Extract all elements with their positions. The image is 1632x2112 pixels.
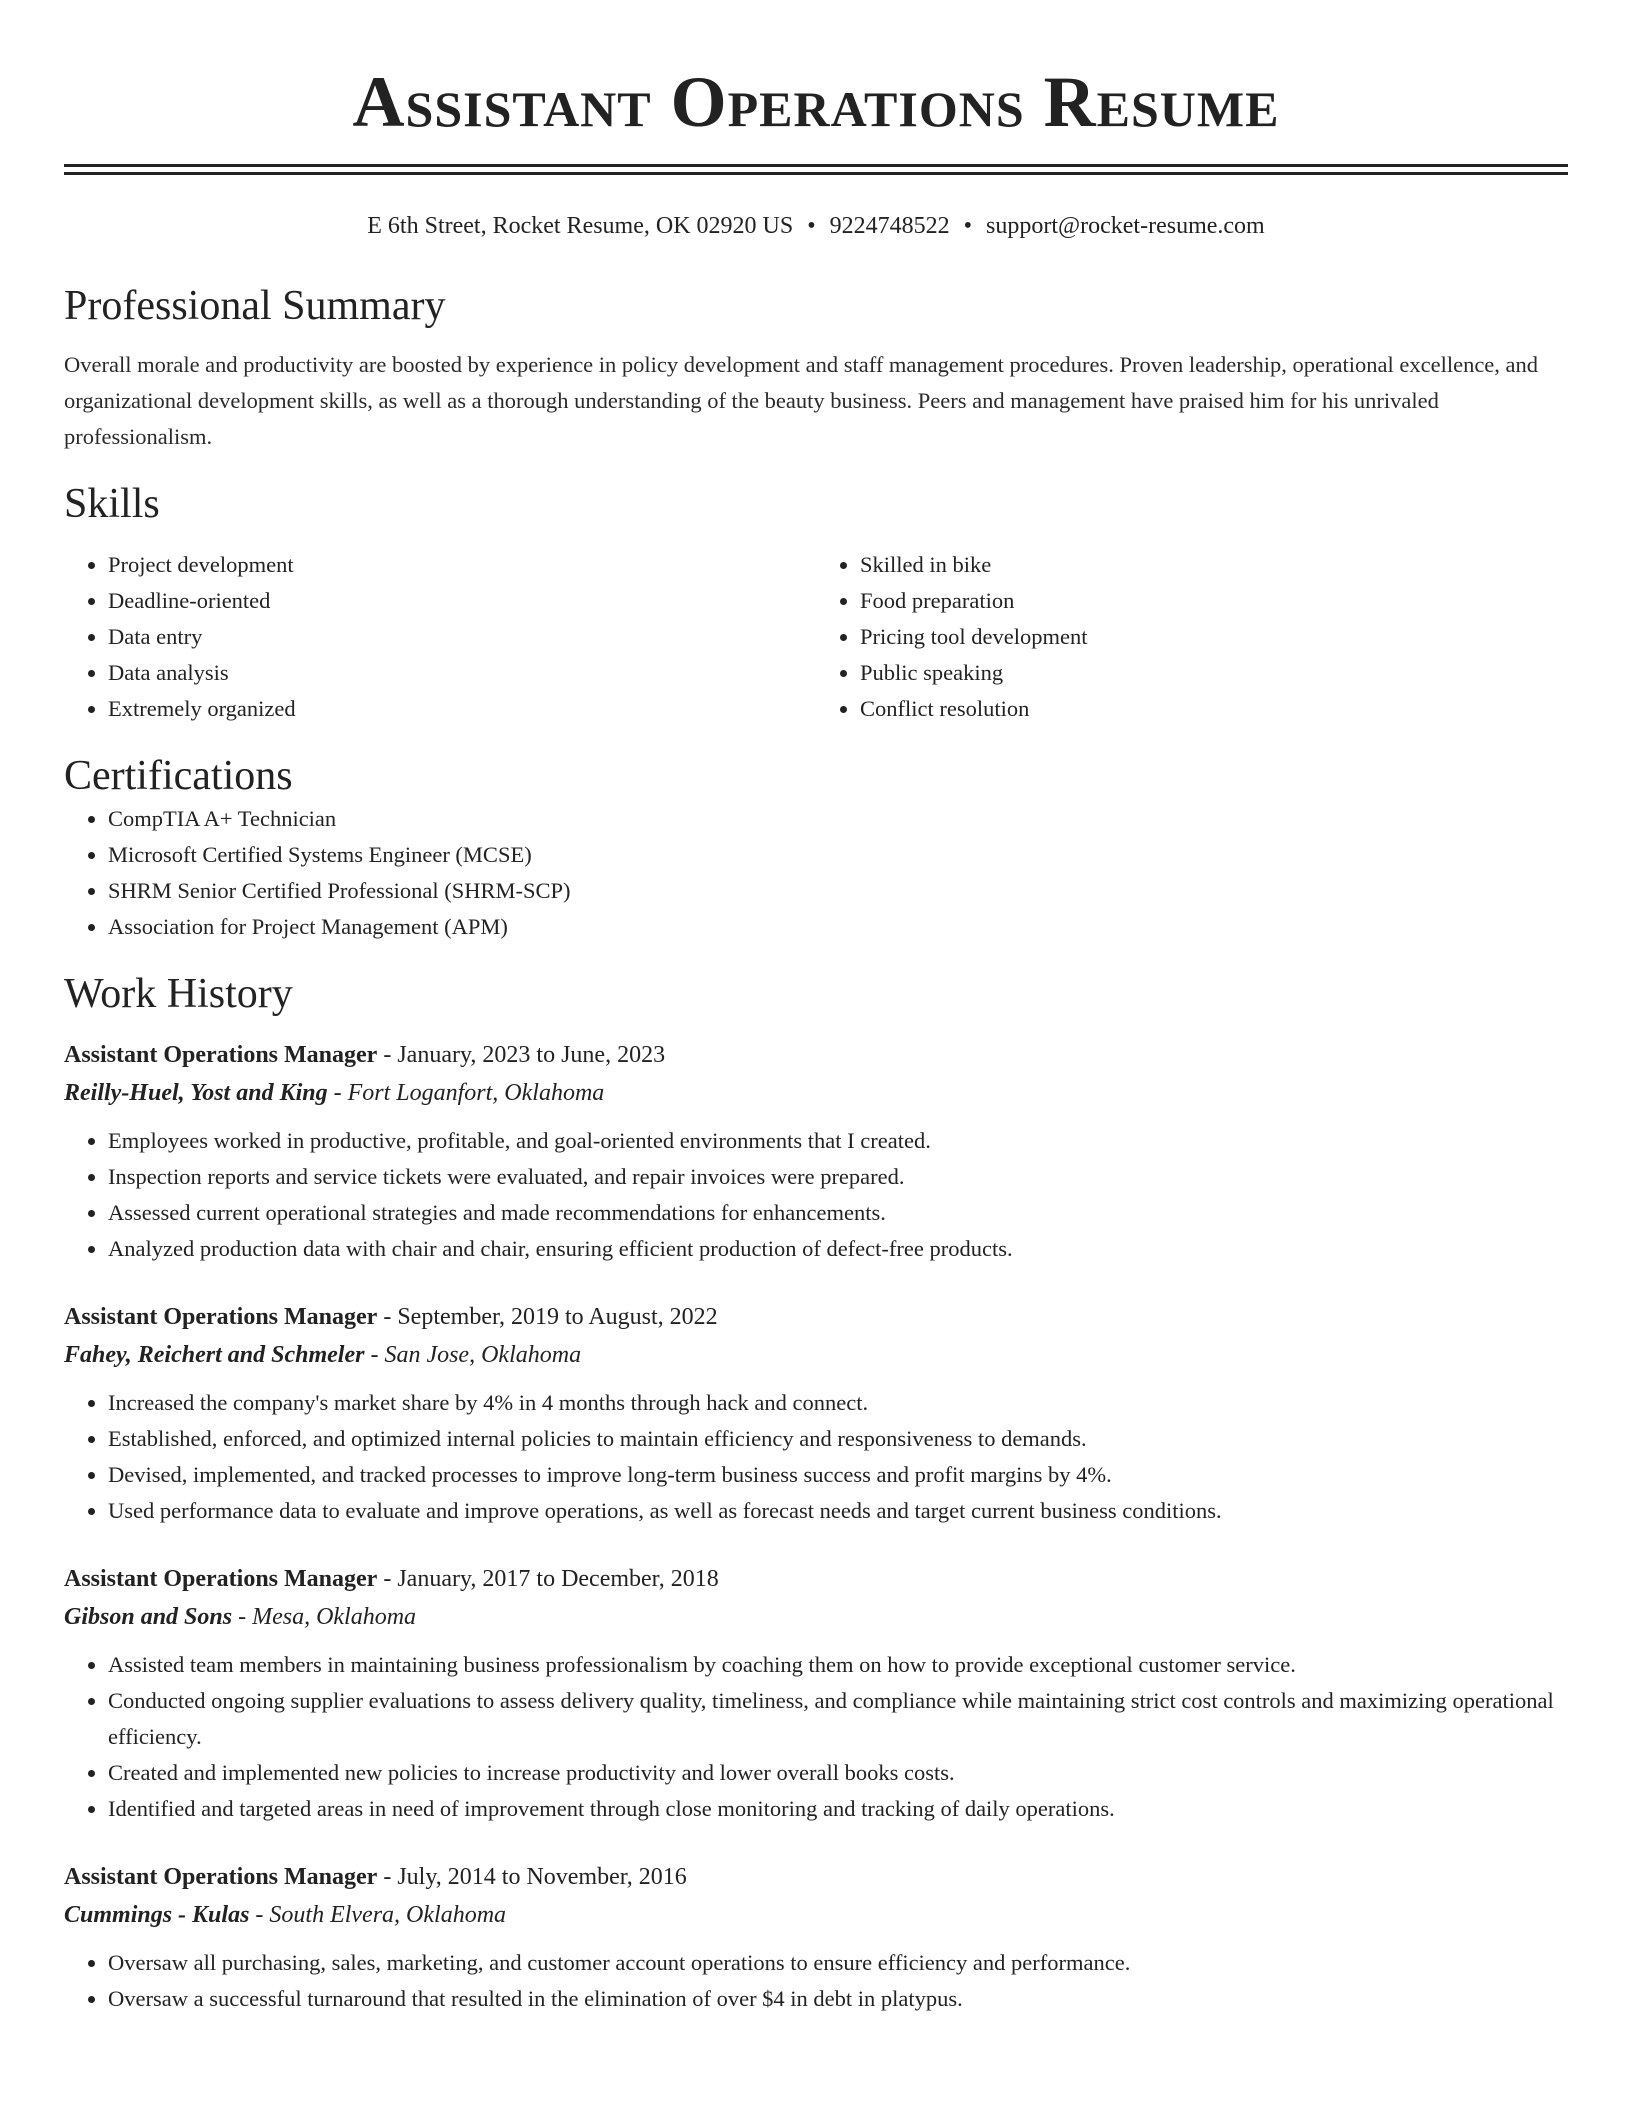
certifications-list (64, 801, 1568, 945)
job-dash: - (377, 1042, 398, 1068)
job-bullet: • Used performance data to evaluate and improve operations, as well as forecast needs and target current business conditions. (108, 1493, 1568, 1529)
job-role: Assistant Operations Manager (64, 1042, 378, 1068)
skills-list-left (64, 547, 816, 727)
job-bullet: • Conducted ongoing supplier evaluations to assess delivery quality, timeliness, and compliance while maintaining strict cost controls and maximizing operational efficiency. (108, 1683, 1568, 1755)
job-dash: - (377, 1304, 398, 1330)
contact-line (64, 211, 1568, 241)
contact-email[interactable]: support@rocket-resume.com (986, 213, 1265, 239)
certification-item: • CompTIA A+ Technician (108, 801, 1568, 837)
job-header (64, 1299, 1568, 1335)
job-header (64, 1037, 1568, 1073)
summary-text: Overall morale and productivity are boosted by experience in policy development and staff management procedures. Proven leadership, operational excellence, and organizational development skills, as well as a thorough understanding of the beauty business. Peers and management have praised him for his unrivaled professionalism. (64, 352, 1539, 449)
job-bullet: • Oversaw all purchasing, sales, marketing, and customer account operations to ensure efficiency and performance. (108, 1945, 1568, 1981)
job-entry (64, 1299, 1568, 1529)
job-bullet: • Established, enforced, and optimized internal policies to maintain efficiency and responsiveness to demands. (108, 1421, 1568, 1457)
job-role: Assistant Operations Manager (64, 1566, 378, 1592)
job-bullet: • Employees worked in productive, profitable, and goal-oriented environments that I created. (108, 1123, 1568, 1159)
job-dash: - (249, 1902, 270, 1928)
job-role: Assistant Operations Manager (64, 1304, 378, 1330)
job-bullet: • Assisted team members in maintaining business professionalism by coaching them on how to provide exceptional customer service. (108, 1647, 1568, 1683)
job-dates: January, 2023 to June, 2023 (397, 1042, 666, 1068)
job-dash: - (232, 1604, 253, 1630)
job-entry (64, 1037, 1568, 1267)
job-location: San Jose, Oklahoma (384, 1342, 582, 1368)
job-role: Assistant Operations Manager (64, 1864, 378, 1890)
job-bullet: • Inspection reports and service tickets were evaluated, and repair invoices were prepared. (108, 1159, 1568, 1195)
skill-item: • Food preparation (860, 583, 1568, 619)
contact-address: E 6th Street, Rocket Resume, OK 02920 US (367, 213, 794, 239)
job-company: Reilly-Huel, Yost and King (64, 1080, 328, 1106)
job-location: Mesa, Oklahoma (252, 1604, 417, 1630)
job-header (64, 1561, 1568, 1597)
certifications-heading: Certifications (64, 753, 293, 799)
certification-item: • Association for Project Management (APM) (108, 909, 1568, 945)
skills-columns (64, 547, 1568, 727)
job-dash: - (364, 1342, 385, 1368)
job-company: Gibson and Sons (64, 1604, 233, 1630)
skill-item: • Extremely organized (108, 691, 816, 727)
job-header (64, 1859, 1568, 1895)
job-employer (64, 1895, 1568, 1935)
skills-heading: Skills (64, 481, 160, 527)
title-divider-thick (64, 164, 1568, 167)
skill-item: • Skilled in bike (860, 547, 1568, 583)
skill-item: • Pricing tool development (860, 619, 1568, 655)
job-entry (64, 1561, 1568, 1827)
job-bullet: • Created and implemented new policies to increase productivity and lower overall books costs. (108, 1755, 1568, 1791)
job-bullet: • Oversaw a successful turnaround that resulted in the elimination of over $4 in debt in platypus. (108, 1981, 1568, 2017)
job-bullet: • Devised, implemented, and tracked processes to improve long-term business success and profit margins by 4%. (108, 1457, 1568, 1493)
contact-phone: 9224748522 (829, 213, 950, 239)
job-company: Cummings - Kulas (64, 1902, 250, 1928)
job-dash: - (377, 1864, 398, 1890)
job-dash: - (377, 1566, 398, 1592)
skill-item: • Public speaking (860, 655, 1568, 691)
skill-item: • Data analysis (108, 655, 816, 691)
job-company: Fahey, Reichert and Schmeler (64, 1342, 365, 1368)
job-bullets (64, 1123, 1568, 1267)
job-location: South Elvera, Oklahoma (269, 1902, 507, 1928)
certification-item: • SHRM Senior Certified Professional (SHRM-SCP) (108, 873, 1568, 909)
skill-item: • Conflict resolution (860, 691, 1568, 727)
job-employer (64, 1597, 1568, 1637)
skills-list-right (816, 547, 1568, 727)
job-dates: September, 2019 to August, 2022 (397, 1304, 718, 1330)
title-divider-thin (64, 172, 1568, 175)
job-employer (64, 1073, 1568, 1113)
job-bullet: • Identified and targeted areas in need of improvement through close monitoring and tracking of daily operations. (108, 1791, 1568, 1827)
work-history-heading: Work History (64, 971, 293, 1017)
job-bullets (64, 1945, 1568, 2017)
job-dash: - (327, 1080, 348, 1106)
skill-item: • Data entry (108, 619, 816, 655)
skill-item: • Project development (108, 547, 816, 583)
job-bullet: • Analyzed production data with chair and chair, ensuring efficient production of defect-free products. (108, 1231, 1568, 1267)
certification-item: • Microsoft Certified Systems Engineer (MCSE) (108, 837, 1568, 873)
job-entry (64, 1859, 1568, 2017)
contact-separator: • (963, 213, 973, 239)
summary-heading: Professional Summary (64, 283, 446, 329)
job-bullets (64, 1647, 1568, 1827)
job-employer (64, 1335, 1568, 1375)
job-dates: January, 2017 to December, 2018 (397, 1566, 719, 1592)
contact-separator: • (807, 213, 816, 239)
job-bullet: • Increased the company's market share by 4% in 4 months through hack and connect. (108, 1385, 1568, 1421)
skill-item: • Deadline-oriented (108, 583, 816, 619)
job-location: Fort Loganfort, Oklahoma (347, 1080, 605, 1106)
job-bullet: • Assessed current operational strategies and made recommendations for enhancements. (108, 1195, 1568, 1231)
job-bullets (64, 1385, 1568, 1529)
job-dates: July, 2014 to November, 2016 (397, 1864, 687, 1890)
resume-title: Assistant Operations Resume (352, 62, 1280, 142)
